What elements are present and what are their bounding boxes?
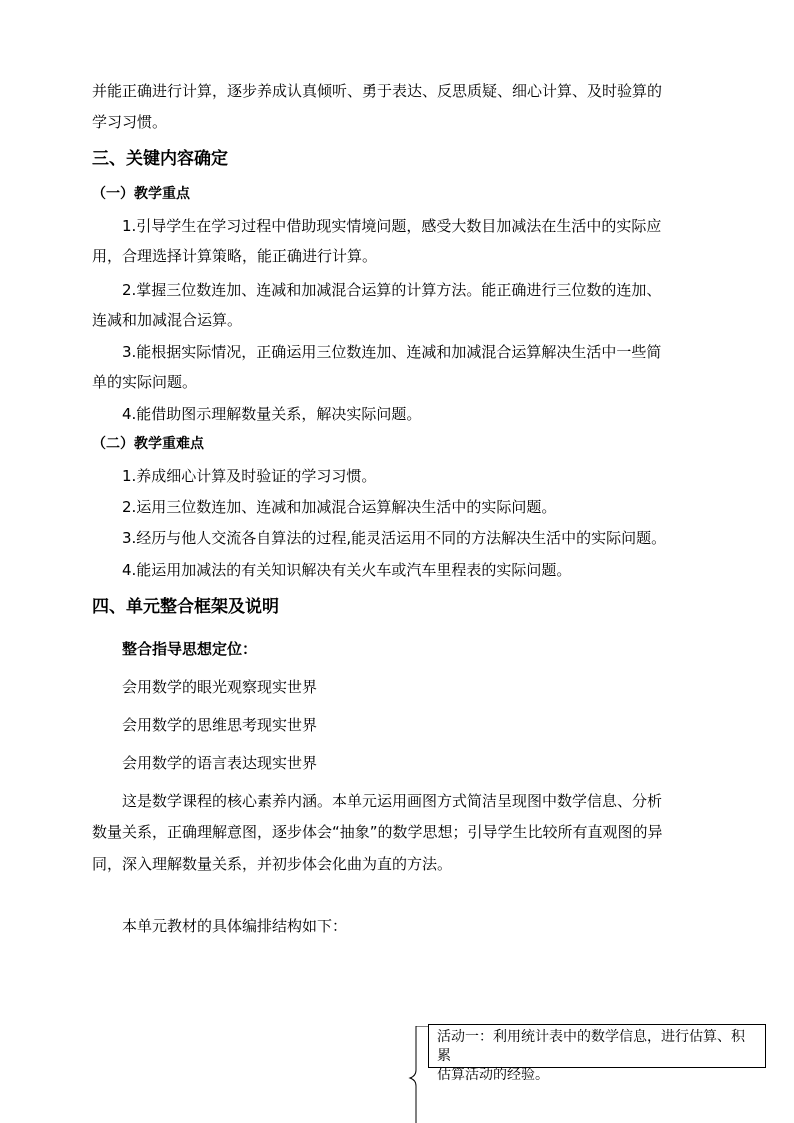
intro-line-1: 并能正确进行计算，逐步养成认真倾听、勇于表达、反思质疑、细心计算、及时验算的 <box>92 82 663 100</box>
core-paragraph-line-3: 同，深入理解数量关系，并初步体会化曲为直的方法。 <box>92 855 453 873</box>
focus-item-1-line-2: 用，合理选择计算策略，能正确进行计算。 <box>92 247 378 265</box>
difficulty-item-4: 4.能运用加减法的有关知识解决有关火车或汽车里程表的实际问题。 <box>122 561 572 579</box>
subsection-teaching-focus-heading: （一）教学重点 <box>92 186 190 202</box>
intro-line-2: 学习习惯。 <box>92 113 168 131</box>
activity-one-line-1: 活动一：利用统计表中的数学信息，进行估算、积累 <box>437 1029 745 1064</box>
activity-one-box <box>428 1024 766 1083</box>
difficulty-item-2: 2.运用三位数连加、连减和加减混合运算解决生活中的实际问题。 <box>122 498 557 516</box>
focus-item-3-line-1: 3.能根据实际情况，正确运用三位数连加、连减和加减混合运算解决生活中一些简 <box>122 343 662 361</box>
section-4-heading: 四、单元整合框架及说明 <box>92 597 279 617</box>
guide-line-1: 会用数学的眼光观察现实世界 <box>122 678 318 696</box>
difficulty-item-3: 3.经历与他人交流各自算法的过程,能灵活运用不同的方法解决生活中的实际问题。 <box>122 529 667 547</box>
focus-item-4: 4.能借助图示理解数量关系，解决实际问题。 <box>122 405 422 423</box>
guide-line-2: 会用数学的思维思考现实世界 <box>122 716 318 734</box>
focus-item-2-line-2: 连减和加减混合运算。 <box>92 311 243 329</box>
focus-item-1-line-1: 1.引导学生在学习过程中借助现实情境问题，感受大数目加减法在生活中的实际应 <box>122 217 662 235</box>
core-paragraph-line-2: 数量关系，正确理解意图，逐步体会“抽象”的数学思想；引导学生比较所有直观图的异 <box>92 823 663 841</box>
activity-one-line-2: 估算活动的经验。 <box>437 1067 549 1083</box>
core-paragraph-line-1: 这是数学课程的核心素养内涵。本单元运用画图方式简洁呈现图中数学信息、分析 <box>122 792 663 810</box>
brace-connector <box>400 1026 430 1123</box>
focus-item-2-line-1: 2.掌握三位数连加、连减和加减混合运算的计算方法。能正确进行三位数的连加、 <box>122 281 662 299</box>
subsection-key-difficulties-heading: （二）教学重难点 <box>92 436 204 452</box>
difficulty-item-1: 1.养成细心计算及时验证的学习习惯。 <box>122 467 377 485</box>
guide-line-3: 会用数学的语言表达现实世界 <box>122 754 318 772</box>
guide-title: 整合指导思想定位： <box>122 640 258 658</box>
structure-intro: 本单元教材的具体编排结构如下： <box>122 917 348 935</box>
focus-item-3-line-2: 单的实际问题。 <box>92 373 198 391</box>
section-3-heading: 三、关键内容确定 <box>92 149 228 169</box>
